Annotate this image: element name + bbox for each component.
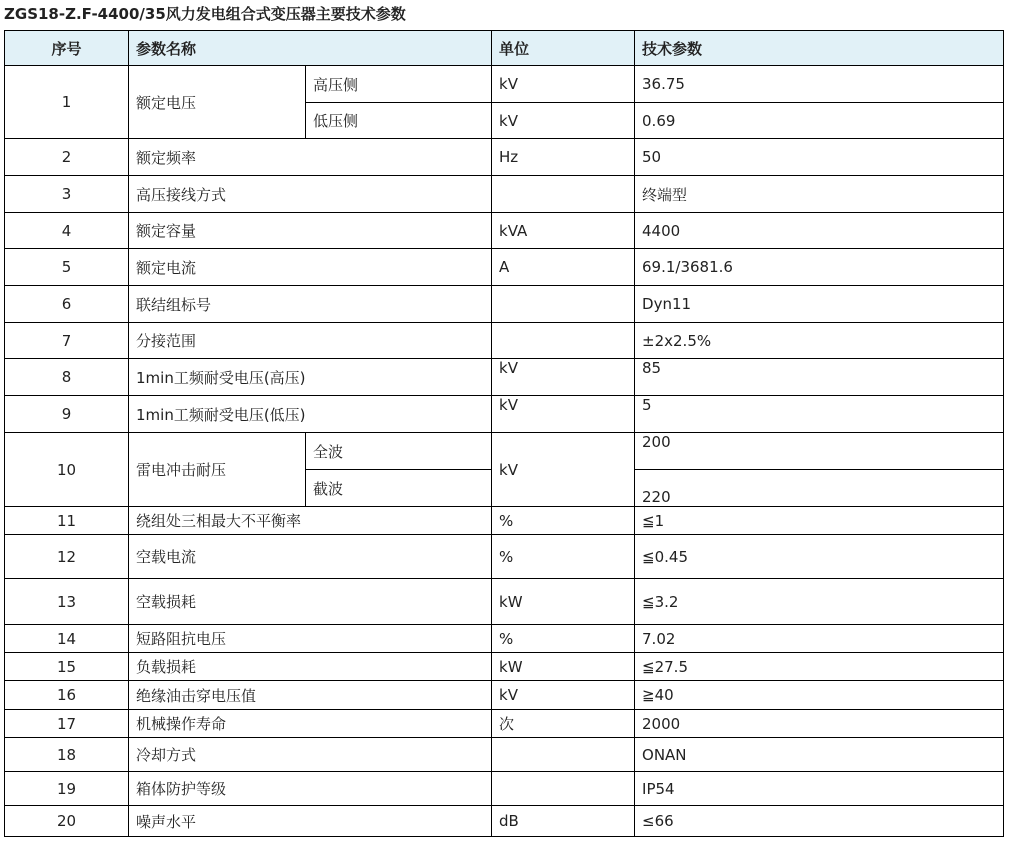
param-name: 噪声水平	[129, 806, 492, 837]
value-cell: 4400	[635, 213, 1004, 249]
value-cell: ONAN	[635, 738, 1004, 772]
value-cell: 200	[635, 433, 1004, 470]
table-row	[5, 507, 1004, 535]
row-number: 13	[5, 579, 129, 625]
row-number: 6	[5, 286, 129, 323]
value-cell: 终端型	[635, 176, 1004, 213]
table-row	[5, 249, 1004, 286]
value-cell: ≦1	[635, 507, 1004, 535]
value-cell: ≧40	[635, 681, 1004, 710]
row-number: 4	[5, 213, 129, 249]
table-row	[5, 625, 1004, 653]
value-cell: 5	[635, 396, 1004, 433]
param-name: 绕组处三相最大不平衡率	[129, 507, 492, 535]
value-cell: ≦0.45	[635, 535, 1004, 579]
value-cell: Dyn11	[635, 286, 1004, 323]
row-number: 17	[5, 710, 129, 738]
unit-cell: %	[492, 535, 635, 579]
row-number: 15	[5, 653, 129, 681]
value-cell: 69.1/3681.6	[635, 249, 1004, 286]
sub-param-name: 全波	[306, 433, 492, 470]
unit-cell	[492, 772, 635, 806]
value-cell: ≤66	[635, 806, 1004, 837]
table-row	[5, 176, 1004, 213]
value-cell: ±2x2.5%	[635, 323, 1004, 359]
unit-cell: kVA	[492, 213, 635, 249]
unit-cell	[492, 286, 635, 323]
unit-cell: dB	[492, 806, 635, 837]
row-number: 1	[5, 66, 129, 139]
value-cell: 220	[635, 470, 1004, 507]
row-number: 19	[5, 772, 129, 806]
row-number: 16	[5, 681, 129, 710]
table-row	[5, 738, 1004, 772]
unit-cell: 次	[492, 710, 635, 738]
value-cell: 0.69	[635, 103, 1004, 139]
unit-cell: kW	[492, 579, 635, 625]
table-row	[5, 213, 1004, 249]
unit-cell: kV	[492, 103, 635, 139]
spec-table	[4, 30, 1004, 837]
unit-cell: %	[492, 625, 635, 653]
param-name: 空载损耗	[129, 579, 492, 625]
sub-param-name: 高压侧	[306, 66, 492, 103]
table-row	[5, 535, 1004, 579]
unit-cell	[492, 323, 635, 359]
table-row	[5, 681, 1004, 710]
row-number: 9	[5, 396, 129, 433]
table-header-row	[5, 31, 1004, 66]
param-name: 冷却方式	[129, 738, 492, 772]
unit-cell	[492, 738, 635, 772]
unit-cell: kV	[492, 359, 635, 396]
unit-cell: kV	[492, 396, 635, 433]
param-name: 额定电压	[129, 66, 306, 139]
row-number: 14	[5, 625, 129, 653]
table-row	[5, 396, 1004, 433]
param-name: 1min工频耐受电压(高压)	[129, 359, 492, 396]
param-name: 雷电冲击耐压	[129, 433, 306, 507]
param-name: 短路阻抗电压	[129, 625, 492, 653]
row-number: 2	[5, 139, 129, 176]
table-row	[5, 806, 1004, 837]
row-number: 10	[5, 433, 129, 507]
value-cell: IP54	[635, 772, 1004, 806]
param-name: 高压接线方式	[129, 176, 492, 213]
unit-cell: %	[492, 507, 635, 535]
param-name: 额定容量	[129, 213, 492, 249]
row-number: 3	[5, 176, 129, 213]
row-number: 11	[5, 507, 129, 535]
row-number: 12	[5, 535, 129, 579]
table-row	[5, 286, 1004, 323]
table-row	[5, 323, 1004, 359]
param-name: 额定频率	[129, 139, 492, 176]
param-name: 1min工频耐受电压(低压)	[129, 396, 492, 433]
value-cell: 50	[635, 139, 1004, 176]
param-name: 额定电流	[129, 249, 492, 286]
table-row	[5, 359, 1004, 396]
value-cell: 7.02	[635, 625, 1004, 653]
table-row	[5, 139, 1004, 176]
param-name: 箱体防护等级	[129, 772, 492, 806]
row-number: 7	[5, 323, 129, 359]
document-title: ZGS18-Z.F-4400/35风力发电组合式变压器主要技术参数	[4, 5, 406, 23]
row-number: 8	[5, 359, 129, 396]
value-cell: 2000	[635, 710, 1004, 738]
row-number: 18	[5, 738, 129, 772]
header-no: 序号	[5, 31, 129, 66]
unit-cell: kV	[492, 66, 635, 103]
param-name: 联结组标号	[129, 286, 492, 323]
table-row	[5, 579, 1004, 625]
unit-cell: kV	[492, 681, 635, 710]
value-cell: 85	[635, 359, 1004, 396]
row-number: 20	[5, 806, 129, 837]
unit-cell: kW	[492, 653, 635, 681]
table-row	[5, 772, 1004, 806]
sub-param-name: 截波	[306, 470, 492, 507]
param-name: 绝缘油击穿电压值	[129, 681, 492, 710]
param-name: 机械操作寿命	[129, 710, 492, 738]
value-cell: ≦27.5	[635, 653, 1004, 681]
header-unit: 单位	[492, 31, 635, 66]
header-param: 参数名称	[129, 31, 492, 66]
table-row	[5, 653, 1004, 681]
param-name: 分接范围	[129, 323, 492, 359]
unit-cell: kV	[492, 433, 635, 507]
unit-cell	[492, 176, 635, 213]
value-cell: ≦3.2	[635, 579, 1004, 625]
value-cell: 36.75	[635, 66, 1004, 103]
param-name: 负载损耗	[129, 653, 492, 681]
unit-cell: A	[492, 249, 635, 286]
row-number: 5	[5, 249, 129, 286]
sub-param-name: 低压侧	[306, 103, 492, 139]
header-value: 技术参数	[635, 31, 1004, 66]
table-row	[5, 66, 1004, 103]
param-name: 空载电流	[129, 535, 492, 579]
table-row	[5, 710, 1004, 738]
table-row	[5, 433, 1004, 470]
unit-cell: Hz	[492, 139, 635, 176]
